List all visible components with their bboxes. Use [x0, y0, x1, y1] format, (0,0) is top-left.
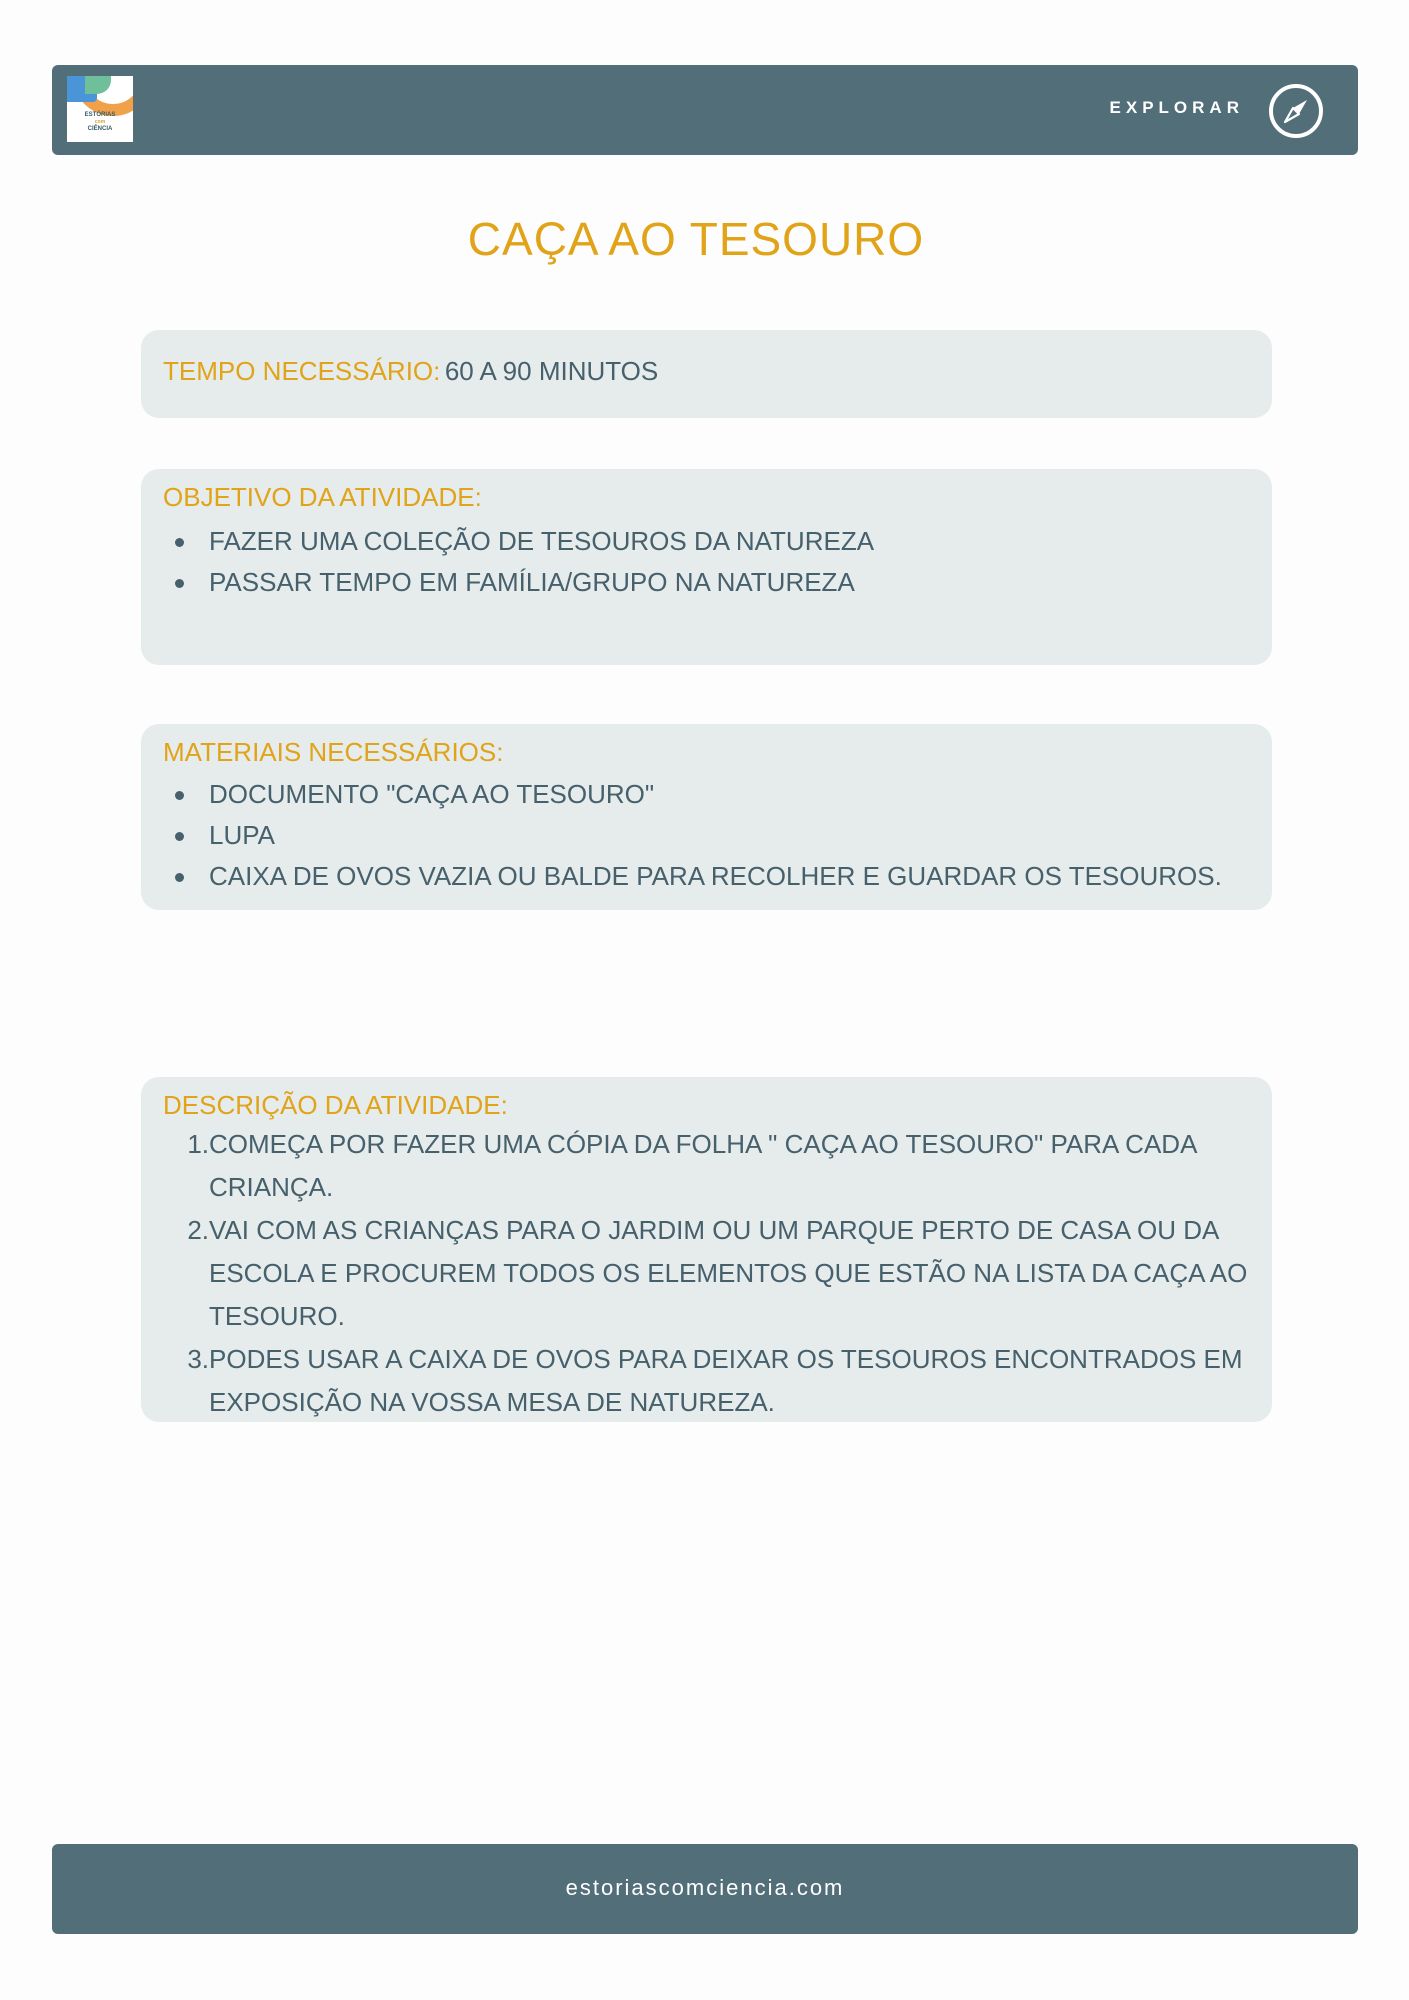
logo-line-1: ESTÓRIAS	[84, 112, 116, 118]
step-item	[187, 1338, 1259, 1424]
step-item	[187, 1123, 1259, 1209]
step-line: EXPOSIÇÃO NA VOSSA MESA DE NATUREZA.	[209, 1387, 775, 1417]
description-heading: DESCRIÇÃO DA ATIVIDADE:	[163, 1090, 508, 1120]
objective-heading: OBJETIVO DA ATIVIDADE:	[163, 482, 482, 512]
time-line	[163, 356, 658, 387]
description-steps	[187, 1123, 1259, 1424]
step-line: ESCOLA E PROCUREM TODOS OS ELEMENTOS QUE ESTÃO NA LISTA DA CAÇA AO	[209, 1258, 1248, 1288]
logo-line-3: CIÊNCIA	[87, 126, 113, 132]
list-item: LUPA	[209, 815, 1222, 856]
time-card	[141, 330, 1272, 418]
list-item: CAIXA DE OVOS VAZIA OU BALDE PARA RECOLHER E GUARDAR OS TESOUROS.	[209, 856, 1222, 897]
footer-bar	[52, 1844, 1358, 1934]
step-line: VAI COM AS CRIANÇAS PARA O JARDIM OU UM PARQUE PERTO DE CASA OU DA	[209, 1215, 1220, 1245]
header-bar	[52, 65, 1358, 155]
description-card	[141, 1077, 1272, 1422]
step-line: TESOURO.	[209, 1301, 345, 1331]
step-number: 1.	[187, 1129, 209, 1159]
footer-website-link[interactable]: estoriascomciencia.com	[565, 1875, 845, 1900]
page-title: CAÇA AO TESOURO	[467, 213, 925, 265]
objective-list	[209, 521, 874, 603]
step-item	[187, 1209, 1259, 1338]
compass-icon[interactable]	[1268, 83, 1324, 139]
step-line: CRIANÇA.	[209, 1172, 334, 1202]
materials-heading: MATERIAIS NECESSÁRIOS:	[163, 737, 504, 767]
step-number: 2.	[187, 1215, 209, 1245]
step-line: PODES USAR A CAIXA DE OVOS PARA DEIXAR OS TESOUROS ENCONTRADOS EM	[209, 1344, 1243, 1374]
step-number: 3.	[187, 1344, 209, 1374]
step-line: COMEÇA POR FAZER UMA CÓPIA DA FOLHA " CAÇA AO TESOURO" PARA CADA	[209, 1129, 1198, 1159]
materials-card	[141, 724, 1272, 910]
explore-link[interactable]: EXPLORAR	[1109, 98, 1244, 117]
objective-card	[141, 469, 1272, 665]
logo-line-2: com	[94, 119, 106, 125]
materials-list	[209, 774, 1222, 897]
list-item: PASSAR TEMPO EM FAMÍLIA/GRUPO NA NATUREZA	[209, 562, 874, 603]
list-item: FAZER UMA COLEÇÃO DE TESOUROS DA NATUREZA	[209, 521, 874, 562]
time-value: 60 A 90 MINUTOS	[444, 356, 659, 386]
logo-text	[67, 112, 133, 133]
time-label: TEMPO NECESSÁRIO:	[163, 356, 441, 386]
logo[interactable]	[67, 76, 133, 142]
list-item: DOCUMENTO "CAÇA AO TESOURO"	[209, 774, 1222, 815]
